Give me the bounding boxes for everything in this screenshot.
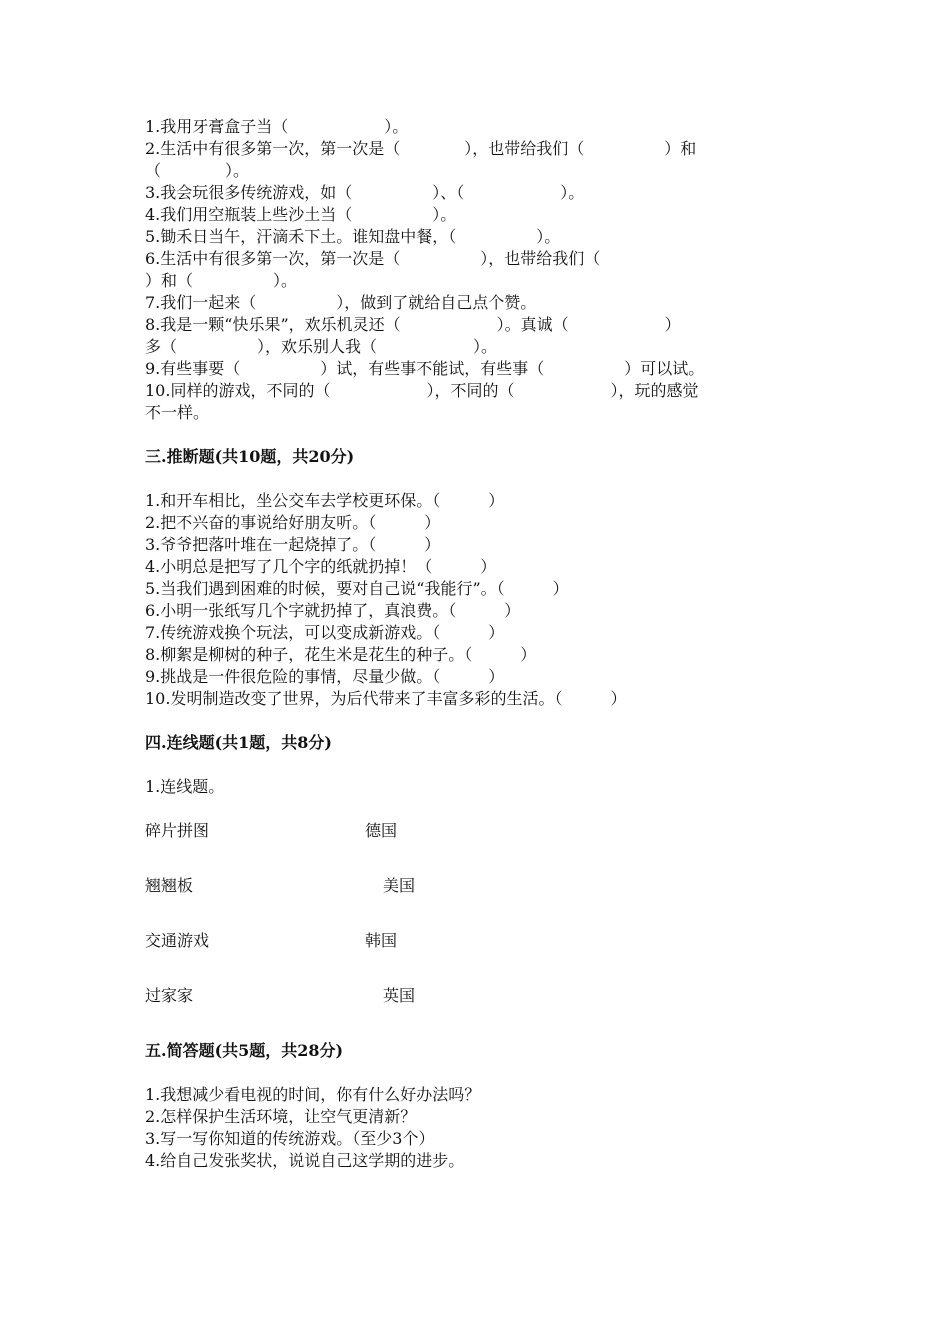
short-answer-item: 4.给自己发张奖状，说说自己这学期的进步。 (145, 1151, 465, 1170)
fill-blank-line: 9.有些事要（ ）试，有些事不能试，有些事（ ）可以试。 (145, 359, 705, 378)
judgement-section (145, 446, 810, 710)
match-left-item: 翘翘板 (145, 876, 194, 895)
judgement-item: 9.挑战是一件很危险的事情，尽量少做。（ ） (145, 667, 505, 686)
matching-question: 1.连线题。 (145, 777, 225, 796)
match-right-item: 韩国 (365, 931, 398, 950)
matching-pair (145, 930, 810, 952)
fill-blank-line: 1.我用牙膏盒子当（ ）。 (145, 117, 409, 136)
fill-blank-line: （ ）。 (145, 161, 250, 180)
short-answer-item: 3.写一写你知道的传统游戏。（至少3个） (145, 1129, 435, 1148)
match-left-item: 交通游戏 (145, 931, 210, 950)
fill-blank-line: 5.锄禾日当午，汗滴禾下土。谁知盘中餐，（ ）。 (145, 227, 561, 246)
match-left-item: 碎片拼图 (145, 821, 210, 840)
fill-blank-line: 7.我们一起来（ ），做到了就给自己点个赞。 (145, 293, 537, 312)
judgement-item: 3.爷爷把落叶堆在一起烧掉了。（ ） (145, 535, 441, 554)
judgement-item: 1.和开车相比，坐公交车去学校更环保。（ ） (145, 491, 505, 510)
worksheet-page (145, 116, 810, 1172)
judgement-item: 5.当我们遇到困难的时候，要对自己说“我能行”。（ ） (145, 579, 569, 598)
short-answer-section (145, 1040, 810, 1172)
match-left-item: 过家家 (145, 986, 194, 1005)
match-right-item: 英国 (383, 986, 416, 1005)
judgement-item: 7.传统游戏换个玩法，可以变成新游戏。（ ） (145, 623, 505, 642)
judgement-item: 10.发明制造改变了世界，为后代带来了丰富多彩的生活。（ ） (145, 689, 627, 708)
matching-section (145, 732, 810, 1007)
fill-blank-line: 6.生活中有很多第一次，第一次是（ ），也带给我们（ (145, 249, 601, 268)
fill-blank-section (145, 116, 810, 424)
match-right-item: 德国 (365, 821, 398, 840)
match-right-item: 美国 (383, 876, 416, 895)
matching-pair (145, 820, 810, 842)
judgement-item: 6.小明一张纸写几个字就扔掉了，真浪费。（ ） (145, 601, 521, 620)
fill-blank-line: 2.生活中有很多第一次，第一次是（ ），也带给我们（ ）和 (145, 139, 697, 158)
section-title: 三.推断题(共10题，共20分) (145, 447, 355, 466)
fill-blank-line: ）和（ ）。 (145, 271, 298, 290)
short-answer-item: 1.我想减少看电视的时间，你有什么好办法吗？ (145, 1085, 481, 1104)
short-answer-item: 2.怎样保护生活环境，让空气更清新？ (145, 1107, 417, 1126)
matching-pair (145, 985, 810, 1007)
matching-pair (145, 875, 810, 897)
judgement-item: 8.柳絮是柳树的种子，花生米是花生的种子。（ ） (145, 645, 537, 664)
section-title: 五.简答题(共5题，共28分) (145, 1041, 344, 1060)
fill-blank-line: 10.同样的游戏，不同的（ ），不同的（ ），玩的感觉 (145, 381, 699, 400)
fill-blank-line: 不一样。 (145, 403, 210, 422)
fill-blank-line: 4.我们用空瓶装上些沙土当（ ）。 (145, 205, 457, 224)
judgement-item: 4.小明总是把写了几个字的纸就扔掉！（ ） (145, 557, 497, 576)
judgement-item: 2.把不兴奋的事说给好朋友听。（ ） (145, 513, 441, 532)
section-title: 四.连线题(共1题，共8分) (145, 733, 332, 752)
fill-blank-line: 8.我是一颗“快乐果”，欢乐机灵还（ ）。真诚（ ） (145, 315, 681, 334)
fill-blank-line: 3.我会玩很多传统游戏，如（ ）、（ ）。 (145, 183, 585, 202)
fill-blank-line: 多（ ），欢乐别人我（ ）。 (145, 337, 498, 356)
